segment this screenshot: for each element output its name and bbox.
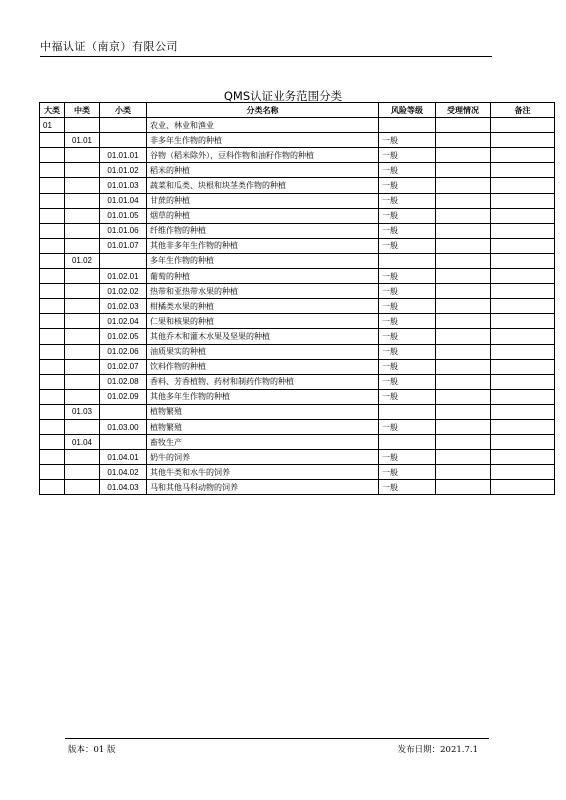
remarks-cell xyxy=(491,269,555,284)
table-row xyxy=(40,435,555,450)
col-header-acceptance: 受理情况 xyxy=(436,103,491,118)
minor-code-cell xyxy=(100,253,147,268)
col-header-remarks: 备注 xyxy=(491,103,555,118)
major-code-cell xyxy=(40,148,65,163)
category-name-cell: 谷物（稻米除外），豆科作物和油籽作物的种植 xyxy=(147,148,379,163)
minor-code-cell: 01.01.02 xyxy=(100,163,147,178)
risk-level-cell: 一般 xyxy=(379,163,436,178)
risk-level-cell: 一般 xyxy=(379,208,436,223)
middle-code-cell xyxy=(65,163,100,178)
middle-code-cell xyxy=(65,178,100,193)
category-name-cell: 仁果和核果的种植 xyxy=(147,314,379,329)
major-code-cell xyxy=(40,193,65,208)
minor-code-cell: 01.01.05 xyxy=(100,208,147,223)
acceptance-cell xyxy=(436,253,491,268)
remarks-cell xyxy=(491,314,555,329)
middle-code-cell: 01.02 xyxy=(65,253,100,268)
table-row xyxy=(40,284,555,299)
major-code-cell xyxy=(40,480,65,495)
risk-level-cell xyxy=(379,404,436,419)
table-row xyxy=(40,148,555,163)
minor-code-cell: 01.01.04 xyxy=(100,193,147,208)
remarks-cell xyxy=(491,133,555,148)
category-name-cell: 其他乔木和灌木水果及坚果的种植 xyxy=(147,329,379,344)
remarks-cell xyxy=(491,435,555,450)
remarks-cell xyxy=(491,450,555,465)
remarks-cell xyxy=(491,374,555,389)
risk-level-cell: 一般 xyxy=(379,465,436,480)
col-header-category-name: 分类名称 xyxy=(147,103,379,118)
risk-level-cell: 一般 xyxy=(379,223,436,238)
major-code-cell xyxy=(40,253,65,268)
middle-code-cell xyxy=(65,314,100,329)
category-name-cell: 畜牧生产 xyxy=(147,435,379,450)
acceptance-cell xyxy=(436,148,491,163)
remarks-cell xyxy=(491,329,555,344)
middle-code-cell xyxy=(65,284,100,299)
risk-level-cell: 一般 xyxy=(379,238,436,253)
risk-level-cell: 一般 xyxy=(379,374,436,389)
minor-code-cell: 01.03.00 xyxy=(100,419,147,434)
major-code-cell xyxy=(40,329,65,344)
acceptance-cell xyxy=(436,465,491,480)
major-code-cell xyxy=(40,299,65,314)
minor-code-cell: 01.02.02 xyxy=(100,284,147,299)
remarks-cell xyxy=(491,344,555,359)
remarks-cell xyxy=(491,299,555,314)
middle-code-cell xyxy=(65,208,100,223)
remarks-cell xyxy=(491,419,555,434)
middle-code-cell xyxy=(65,223,100,238)
acceptance-cell xyxy=(436,314,491,329)
major-code-cell xyxy=(40,238,65,253)
minor-code-cell: 01.02.01 xyxy=(100,269,147,284)
minor-code-cell: 01.01.03 xyxy=(100,178,147,193)
category-name-cell: 稻米的种植 xyxy=(147,163,379,178)
major-code-cell xyxy=(40,359,65,374)
category-name-cell: 蔬菜和瓜类、块根和块茎类作物的种植 xyxy=(147,178,379,193)
acceptance-cell xyxy=(436,359,491,374)
category-name-cell: 柑橘类水果的种植 xyxy=(147,299,379,314)
middle-code-cell: 01.04 xyxy=(65,435,100,450)
remarks-cell xyxy=(491,223,555,238)
acceptance-cell xyxy=(436,269,491,284)
risk-level-cell: 一般 xyxy=(379,148,436,163)
remarks-cell xyxy=(491,253,555,268)
middle-code-cell xyxy=(65,419,100,434)
remarks-cell xyxy=(491,163,555,178)
acceptance-cell xyxy=(436,419,491,434)
major-code-cell xyxy=(40,404,65,419)
middle-code-cell xyxy=(65,299,100,314)
table-row xyxy=(40,133,555,148)
table-row xyxy=(40,178,555,193)
remarks-cell xyxy=(491,389,555,404)
table-row xyxy=(40,223,555,238)
risk-level-cell: 一般 xyxy=(379,193,436,208)
minor-code-cell: 01.02.06 xyxy=(100,344,147,359)
footer-rule xyxy=(65,738,489,739)
minor-code-cell: 01.01.06 xyxy=(100,223,147,238)
table-row xyxy=(40,269,555,284)
minor-code-cell: 01.02.08 xyxy=(100,374,147,389)
table-row xyxy=(40,253,555,268)
category-name-cell: 饮料作物的种植 xyxy=(147,359,379,374)
remarks-cell xyxy=(491,465,555,480)
minor-code-cell xyxy=(100,404,147,419)
category-name-cell: 热带和亚热带水果的种植 xyxy=(147,284,379,299)
major-code-cell xyxy=(40,389,65,404)
major-code-cell xyxy=(40,465,65,480)
remarks-cell xyxy=(491,148,555,163)
col-header-major: 大类 xyxy=(40,103,65,118)
acceptance-cell xyxy=(436,133,491,148)
risk-level-cell: 一般 xyxy=(379,389,436,404)
major-code-cell: 01 xyxy=(40,118,65,133)
table-row xyxy=(40,450,555,465)
middle-code-cell xyxy=(65,118,100,133)
minor-code-cell: 01.02.09 xyxy=(100,389,147,404)
middle-code-cell xyxy=(65,450,100,465)
risk-level-cell: 一般 xyxy=(379,299,436,314)
remarks-cell xyxy=(491,118,555,133)
minor-code-cell: 01.04.03 xyxy=(100,480,147,495)
major-code-cell xyxy=(40,208,65,223)
acceptance-cell xyxy=(436,435,491,450)
acceptance-cell xyxy=(436,450,491,465)
middle-code-cell xyxy=(65,269,100,284)
acceptance-cell xyxy=(436,118,491,133)
remarks-cell xyxy=(491,404,555,419)
table-row xyxy=(40,465,555,480)
minor-code-cell: 01.04.02 xyxy=(100,465,147,480)
middle-code-cell: 01.01 xyxy=(65,133,100,148)
remarks-cell xyxy=(491,238,555,253)
category-name-cell: 纤维作物的种植 xyxy=(147,223,379,238)
page-title: QMS认证业务范围分类 xyxy=(223,89,343,103)
table-row xyxy=(40,193,555,208)
table-row xyxy=(40,389,555,404)
major-code-cell xyxy=(40,314,65,329)
major-code-cell xyxy=(40,269,65,284)
minor-code-cell: 01.04.01 xyxy=(100,450,147,465)
major-code-cell xyxy=(40,450,65,465)
category-name-cell: 葡萄的种植 xyxy=(147,269,379,284)
middle-code-cell xyxy=(65,374,100,389)
category-name-cell: 奶牛的饲养 xyxy=(147,450,379,465)
category-name-cell: 植物繁殖 xyxy=(147,404,379,419)
risk-level-cell: 一般 xyxy=(379,450,436,465)
middle-code-cell xyxy=(65,465,100,480)
minor-code-cell xyxy=(100,133,147,148)
risk-level-cell: 一般 xyxy=(379,359,436,374)
major-code-cell xyxy=(40,178,65,193)
category-name-cell: 植物繁殖 xyxy=(147,419,379,434)
acceptance-cell xyxy=(436,208,491,223)
major-code-cell xyxy=(40,344,65,359)
table-row xyxy=(40,329,555,344)
table-row xyxy=(40,208,555,223)
remarks-cell xyxy=(491,178,555,193)
middle-code-cell xyxy=(65,389,100,404)
minor-code-cell: 01.02.07 xyxy=(100,359,147,374)
risk-level-cell: 一般 xyxy=(379,269,436,284)
major-code-cell xyxy=(40,435,65,450)
risk-level-cell xyxy=(379,253,436,268)
remarks-cell xyxy=(491,359,555,374)
scope-table xyxy=(39,102,555,495)
table-row xyxy=(40,163,555,178)
risk-level-cell: 一般 xyxy=(379,133,436,148)
table-row xyxy=(40,299,555,314)
risk-level-cell: 一般 xyxy=(379,329,436,344)
category-name-cell: 农业、林业和渔业 xyxy=(147,118,379,133)
table-header-row xyxy=(40,103,555,118)
risk-level-cell: 一般 xyxy=(379,480,436,495)
table-row xyxy=(40,374,555,389)
table-row xyxy=(40,419,555,434)
major-code-cell xyxy=(40,133,65,148)
category-name-cell: 其他牛类和水牛的饲养 xyxy=(147,465,379,480)
table-body xyxy=(40,118,555,495)
table-row xyxy=(40,238,555,253)
middle-code-cell xyxy=(65,193,100,208)
acceptance-cell xyxy=(436,299,491,314)
minor-code-cell xyxy=(100,435,147,450)
category-name-cell: 非多年生作物的种植 xyxy=(147,133,379,148)
col-header-minor: 小类 xyxy=(100,103,147,118)
major-code-cell xyxy=(40,374,65,389)
category-name-cell: 马和其他马科动物的饲养 xyxy=(147,480,379,495)
major-code-cell xyxy=(40,223,65,238)
minor-code-cell: 01.02.04 xyxy=(100,314,147,329)
acceptance-cell xyxy=(436,404,491,419)
company-name: 中福认证（南京）有限公司 xyxy=(40,40,178,53)
middle-code-cell xyxy=(65,148,100,163)
table-row xyxy=(40,480,555,495)
risk-level-cell: 一般 xyxy=(379,178,436,193)
remarks-cell xyxy=(491,208,555,223)
category-name-cell: 香料、芳香植物、药材和制药作物的种植 xyxy=(147,374,379,389)
middle-code-cell xyxy=(65,238,100,253)
table-row xyxy=(40,359,555,374)
risk-level-cell: 一般 xyxy=(379,284,436,299)
acceptance-cell xyxy=(436,389,491,404)
acceptance-cell xyxy=(436,223,491,238)
minor-code-cell: 01.01.01 xyxy=(100,148,147,163)
acceptance-cell xyxy=(436,329,491,344)
minor-code-cell: 01.02.03 xyxy=(100,299,147,314)
acceptance-cell xyxy=(436,284,491,299)
remarks-cell xyxy=(491,480,555,495)
acceptance-cell xyxy=(436,163,491,178)
table-row xyxy=(40,344,555,359)
acceptance-cell xyxy=(436,178,491,193)
table-row xyxy=(40,404,555,419)
table-row xyxy=(40,118,555,133)
acceptance-cell xyxy=(436,238,491,253)
category-name-cell: 油质果实的种植 xyxy=(147,344,379,359)
release-date: 发布日期：2021.7.1 xyxy=(397,745,478,755)
remarks-cell xyxy=(491,193,555,208)
middle-code-cell xyxy=(65,344,100,359)
acceptance-cell xyxy=(436,374,491,389)
minor-code-cell xyxy=(100,118,147,133)
risk-level-cell: 一般 xyxy=(379,344,436,359)
middle-code-cell: 01.03 xyxy=(65,404,100,419)
version-label: 版本：01 版 xyxy=(68,745,116,755)
col-header-middle: 中类 xyxy=(65,103,100,118)
col-header-risk-level: 风险等级 xyxy=(379,103,436,118)
risk-level-cell xyxy=(379,118,436,133)
header-rule xyxy=(40,56,492,57)
category-name-cell: 甘蔗的种植 xyxy=(147,193,379,208)
category-name-cell: 多年生作物的种植 xyxy=(147,253,379,268)
risk-level-cell: 一般 xyxy=(379,314,436,329)
minor-code-cell: 01.01.07 xyxy=(100,238,147,253)
acceptance-cell xyxy=(436,193,491,208)
remarks-cell xyxy=(491,284,555,299)
minor-code-cell: 01.02.05 xyxy=(100,329,147,344)
middle-code-cell xyxy=(65,329,100,344)
risk-level-cell: 一般 xyxy=(379,419,436,434)
major-code-cell xyxy=(40,419,65,434)
risk-level-cell xyxy=(379,435,436,450)
acceptance-cell xyxy=(436,480,491,495)
table-row xyxy=(40,314,555,329)
category-name-cell: 其他多年生作物的种植 xyxy=(147,389,379,404)
category-name-cell: 其他非多年生作物的种植 xyxy=(147,238,379,253)
major-code-cell xyxy=(40,163,65,178)
acceptance-cell xyxy=(436,344,491,359)
middle-code-cell xyxy=(65,480,100,495)
major-code-cell xyxy=(40,284,65,299)
category-name-cell: 烟草的种植 xyxy=(147,208,379,223)
middle-code-cell xyxy=(65,359,100,374)
